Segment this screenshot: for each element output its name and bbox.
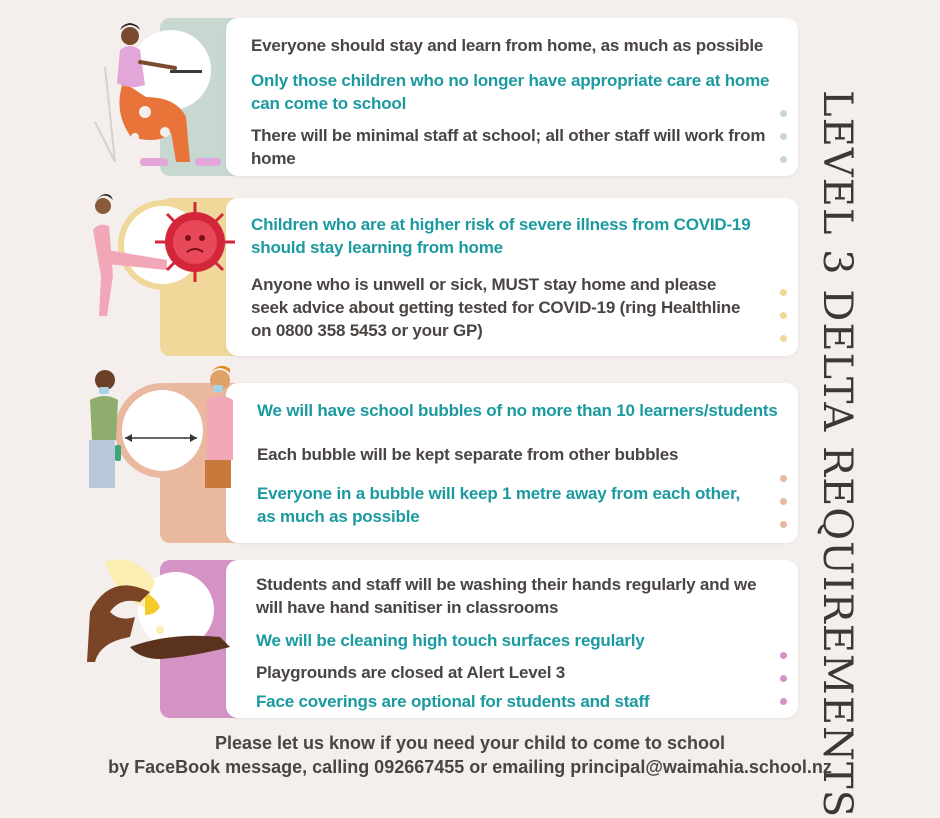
section1-line1: Everyone should stay and learn from home, as much as possible xyxy=(251,36,764,55)
section3-dots xyxy=(780,475,788,544)
section2-line2: Anyone who is unwell or sick, MUST stay home and please seek advice about getting tested for COVID-19 (ring Healthline on 0800 358 5453 or your GP) xyxy=(251,275,741,340)
section4-line2: We will be cleaning high touch surfaces regularly xyxy=(256,631,645,650)
person-kicking-virus-illustration xyxy=(85,190,245,325)
section4-line1: Students and staff will be washing their hands regularly and we will have hand sanitiser in classrooms xyxy=(256,575,757,617)
section2-dots xyxy=(780,289,788,358)
section1-line3: There will be minimal staff at school; all other staff will work from home xyxy=(251,126,766,168)
social-distancing-illustration xyxy=(85,365,235,490)
hand-sanitiser-illustration xyxy=(85,552,235,687)
section2-line1: Children who are at higher risk of severe illness from COVID-19 should stay learning from home xyxy=(251,215,751,257)
section4-line3: Playgrounds are closed at Alert Level 3 xyxy=(256,663,566,682)
footer-line1: Please let us know if you need your child to come to school xyxy=(214,733,726,753)
section3-line3: Everyone in a bubble will keep 1 metre away from each other, as much as possible xyxy=(257,484,741,526)
page-title: LEVEL 3 DELTA REQUIREMENTS xyxy=(814,90,860,818)
section4-dots xyxy=(780,652,788,721)
section1-card xyxy=(226,18,798,176)
footer-line2: by FaceBook message, calling 092667455 or emailing principal@waimahia.school.nz xyxy=(108,757,832,777)
person-at-laptop-illustration xyxy=(85,22,235,172)
section3-card xyxy=(226,383,798,543)
section1-dots xyxy=(780,110,788,179)
section2-card xyxy=(226,198,798,356)
section4-line4: Face coverings are optional for students and staff xyxy=(256,692,650,711)
section3-line2: Each bubble will be kept separate from other bubbles xyxy=(257,445,679,464)
section4-card xyxy=(226,560,798,718)
section1-line2: Only those children who no longer have appropriate care at home can come to school xyxy=(251,71,770,113)
section3-line1: We will have school bubbles of no more than 10 learners/students xyxy=(257,401,778,420)
